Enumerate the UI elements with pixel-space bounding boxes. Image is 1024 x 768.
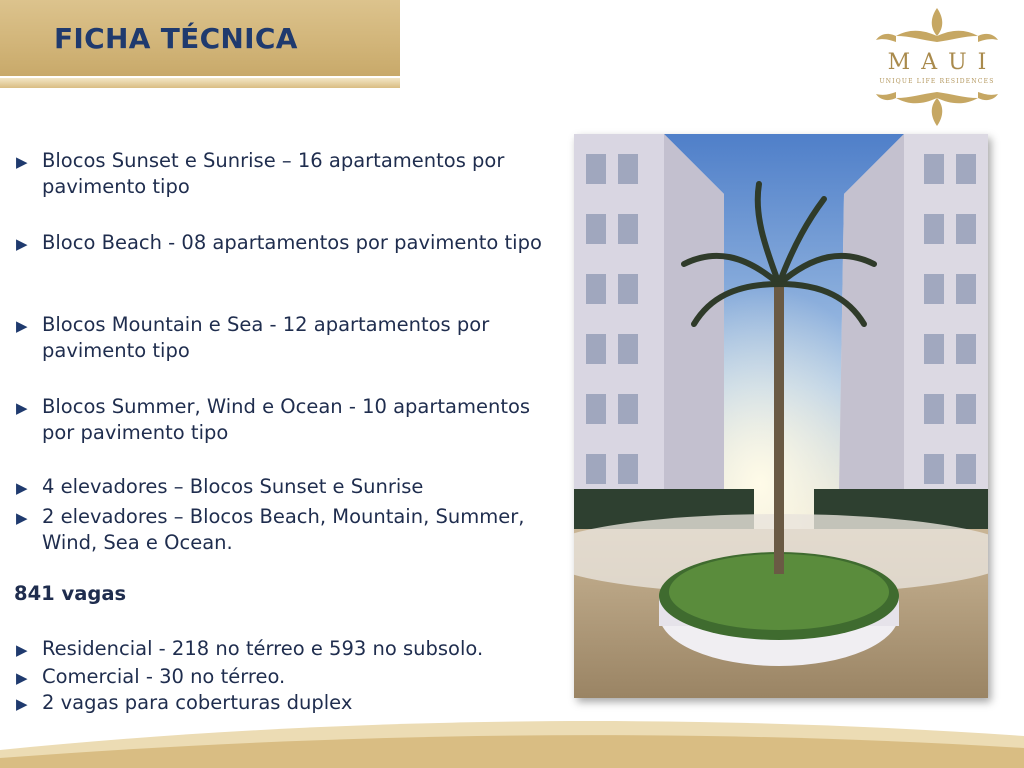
courtyard-illustration: [574, 134, 988, 698]
triangle-right-icon: ▶: [16, 641, 28, 659]
bottom-decoration: [0, 700, 1024, 768]
list-item: ▶ Comercial - 30 no térreo.: [14, 664, 554, 690]
title-banner: [0, 0, 400, 76]
parking-heading: 841 vagas: [14, 582, 127, 605]
list-item: ▶ Bloco Beach - 08 apartamentos por pavimento tipo: [14, 230, 554, 256]
list-item: ▶ Residencial - 218 no térreo e 593 no subsolo.: [14, 636, 554, 662]
logo-tagline: UNIQUE LIFE RESIDENCES: [879, 78, 995, 85]
list-item: ▶ 2 vagas para coberturas duplex: [14, 690, 554, 716]
triangle-right-icon: ▶: [16, 509, 28, 527]
list-item: ▶ Blocos Sunset e Sunrise – 16 apartamentos por pavimento tipo: [16, 149, 505, 198]
title-rule: [0, 78, 400, 88]
triangle-right-icon: ▶: [16, 695, 28, 713]
list-item: ▶ 4 elevadores – Blocos Sunset e Sunrise: [14, 474, 554, 500]
triangle-right-icon: ▶: [16, 669, 28, 687]
list-item: ▶ Blocos Mountain e Sea - 12 apartamentos por pavimento tipo: [16, 313, 490, 362]
list-item: ▶ 2 elevadores – Blocos Beach, Mountain, Summer, Wind, Sea e Ocean.: [16, 505, 525, 554]
maui-logo: [866, 6, 1008, 130]
triangle-right-icon: ▶: [16, 479, 28, 497]
triangle-right-icon: ▶: [16, 153, 28, 171]
triangle-right-icon: ▶: [16, 317, 28, 335]
triangle-right-icon: ▶: [16, 235, 28, 253]
logo-wordmark: MAUI: [887, 50, 998, 75]
page-title: FICHA TÉCNICA: [54, 22, 298, 55]
building-photo: [574, 134, 988, 698]
list-item: ▶ Blocos Summer, Wind e Ocean - 10 apartamentos por pavimento tipo: [16, 395, 531, 444]
triangle-right-icon: ▶: [16, 399, 28, 417]
